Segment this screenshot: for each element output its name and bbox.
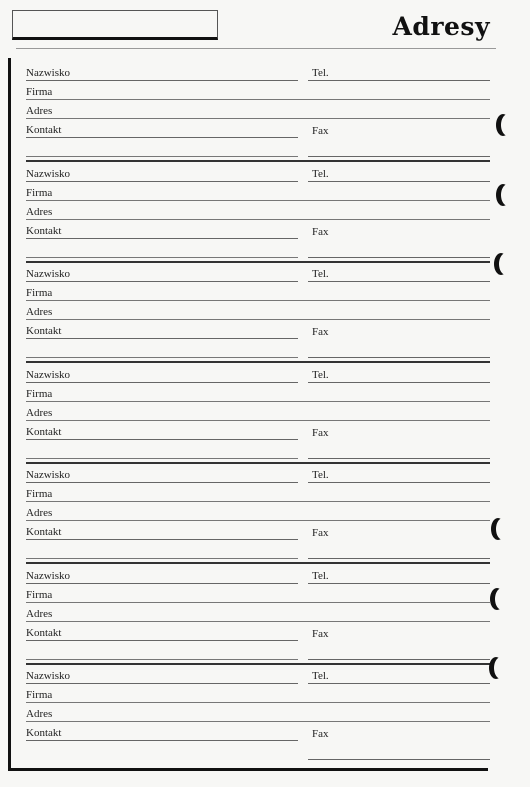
nazwisko-row[interactable] — [18, 163, 490, 182]
fax-label: Fax — [312, 728, 329, 740]
fax-label: Fax — [312, 326, 329, 338]
kontakt-row[interactable] — [18, 722, 490, 741]
kontakt-label: Kontakt — [26, 425, 62, 438]
fax-row[interactable] — [18, 440, 490, 459]
adres-label: Adres — [26, 607, 53, 620]
fax-line[interactable] — [308, 357, 490, 358]
page-title: Adresy — [392, 12, 490, 41]
nazwisko-label: Nazwisko — [26, 569, 70, 582]
address-entry — [18, 464, 490, 565]
tel-label: Tel. — [312, 167, 329, 180]
tel-label: Tel. — [312, 469, 329, 481]
binder-hole-icon — [492, 253, 506, 275]
adres-label: Adres — [26, 306, 53, 318]
fax-row[interactable] — [18, 741, 490, 760]
kontakt-label: Kontakt — [26, 626, 62, 639]
fax-label: Fax — [312, 627, 329, 640]
fax-row[interactable] — [18, 239, 490, 258]
nazwisko-label: Nazwisko — [26, 167, 70, 180]
nazwisko-row[interactable] — [18, 62, 490, 81]
header-divider — [16, 48, 496, 49]
fax-line[interactable] — [308, 558, 490, 559]
fax-row[interactable] — [18, 339, 490, 358]
nazwisko-row[interactable] — [18, 263, 490, 282]
tel-label: Tel. — [312, 569, 329, 582]
nazwisko-row[interactable] — [18, 464, 490, 483]
fax-row[interactable] — [18, 540, 490, 559]
firma-label: Firma — [26, 488, 53, 500]
firma-label: Firma — [26, 186, 53, 199]
kontakt-row[interactable] — [18, 622, 490, 641]
bottom-border — [8, 768, 488, 771]
extra-line — [26, 659, 298, 660]
nazwisko-label: Nazwisko — [26, 67, 70, 79]
binder-hole-icon — [489, 518, 503, 540]
adres-label: Adres — [26, 507, 53, 519]
fax-label: Fax — [312, 225, 329, 238]
nazwisko-row[interactable] — [18, 665, 490, 684]
adres-row[interactable] — [18, 603, 490, 622]
nazwisko-row[interactable] — [18, 565, 490, 584]
firma-row[interactable] — [18, 483, 490, 502]
firma-row[interactable] — [18, 81, 490, 100]
extra-line — [26, 458, 298, 459]
extra-line — [26, 156, 298, 157]
fax-line[interactable] — [308, 458, 490, 459]
kontakt-row[interactable] — [18, 421, 490, 440]
address-entry — [18, 263, 490, 364]
extra-line — [26, 357, 298, 358]
adres-row[interactable] — [18, 502, 490, 521]
firma-label: Firma — [26, 689, 53, 701]
name-box[interactable] — [12, 10, 218, 40]
address-entry — [18, 665, 490, 766]
tel-label: Tel. — [312, 368, 329, 381]
firma-row[interactable] — [18, 182, 490, 201]
tel-label: Tel. — [312, 670, 329, 682]
address-entry — [18, 364, 490, 465]
binder-hole-icon — [488, 588, 502, 610]
adres-row[interactable] — [18, 100, 490, 119]
address-entry — [18, 62, 490, 163]
extra-line — [26, 257, 298, 258]
firma-row[interactable] — [18, 684, 490, 703]
binder-hole-icon — [487, 657, 501, 679]
address-entries — [18, 62, 490, 766]
address-entry — [18, 565, 490, 666]
adres-label: Adres — [26, 406, 53, 419]
kontakt-label: Kontakt — [26, 727, 62, 739]
extra-line — [26, 558, 298, 559]
left-border — [8, 58, 11, 770]
adres-label: Adres — [26, 205, 53, 218]
kontakt-row[interactable] — [18, 220, 490, 239]
binder-hole-icon — [494, 184, 508, 206]
address-entry — [18, 163, 490, 264]
fax-line[interactable] — [308, 659, 490, 660]
fax-label: Fax — [312, 527, 329, 539]
adres-row[interactable] — [18, 402, 490, 421]
nazwisko-label: Nazwisko — [26, 469, 70, 481]
adres-label: Adres — [26, 105, 53, 117]
kontakt-label: Kontakt — [26, 526, 62, 538]
nazwisko-label: Nazwisko — [26, 670, 70, 682]
adres-label: Adres — [26, 708, 53, 720]
firma-label: Firma — [26, 86, 53, 98]
adres-row[interactable] — [18, 301, 490, 320]
kontakt-row[interactable] — [18, 521, 490, 540]
adres-row[interactable] — [18, 703, 490, 722]
fax-line[interactable] — [308, 759, 490, 760]
fax-line[interactable] — [308, 156, 490, 157]
firma-label: Firma — [26, 287, 53, 299]
kontakt-row[interactable] — [18, 119, 490, 138]
firma-row[interactable] — [18, 282, 490, 301]
nazwisko-label: Nazwisko — [26, 368, 70, 381]
binder-hole-icon — [494, 114, 508, 136]
kontakt-label: Kontakt — [26, 124, 62, 136]
fax-line[interactable] — [308, 257, 490, 258]
nazwisko-label: Nazwisko — [26, 268, 70, 280]
adres-row[interactable] — [18, 201, 490, 220]
kontakt-row[interactable] — [18, 320, 490, 339]
firma-label: Firma — [26, 387, 53, 400]
firma-label: Firma — [26, 588, 53, 601]
firma-row[interactable] — [18, 383, 490, 402]
fax-label: Fax — [312, 125, 329, 137]
fax-row[interactable] — [18, 641, 490, 660]
firma-row[interactable] — [18, 584, 490, 603]
fax-row[interactable] — [18, 138, 490, 157]
tel-label: Tel. — [312, 268, 329, 280]
nazwisko-row[interactable] — [18, 364, 490, 383]
kontakt-label: Kontakt — [26, 224, 62, 237]
fax-label: Fax — [312, 426, 329, 439]
tel-label: Tel. — [312, 67, 329, 79]
kontakt-label: Kontakt — [26, 325, 62, 337]
